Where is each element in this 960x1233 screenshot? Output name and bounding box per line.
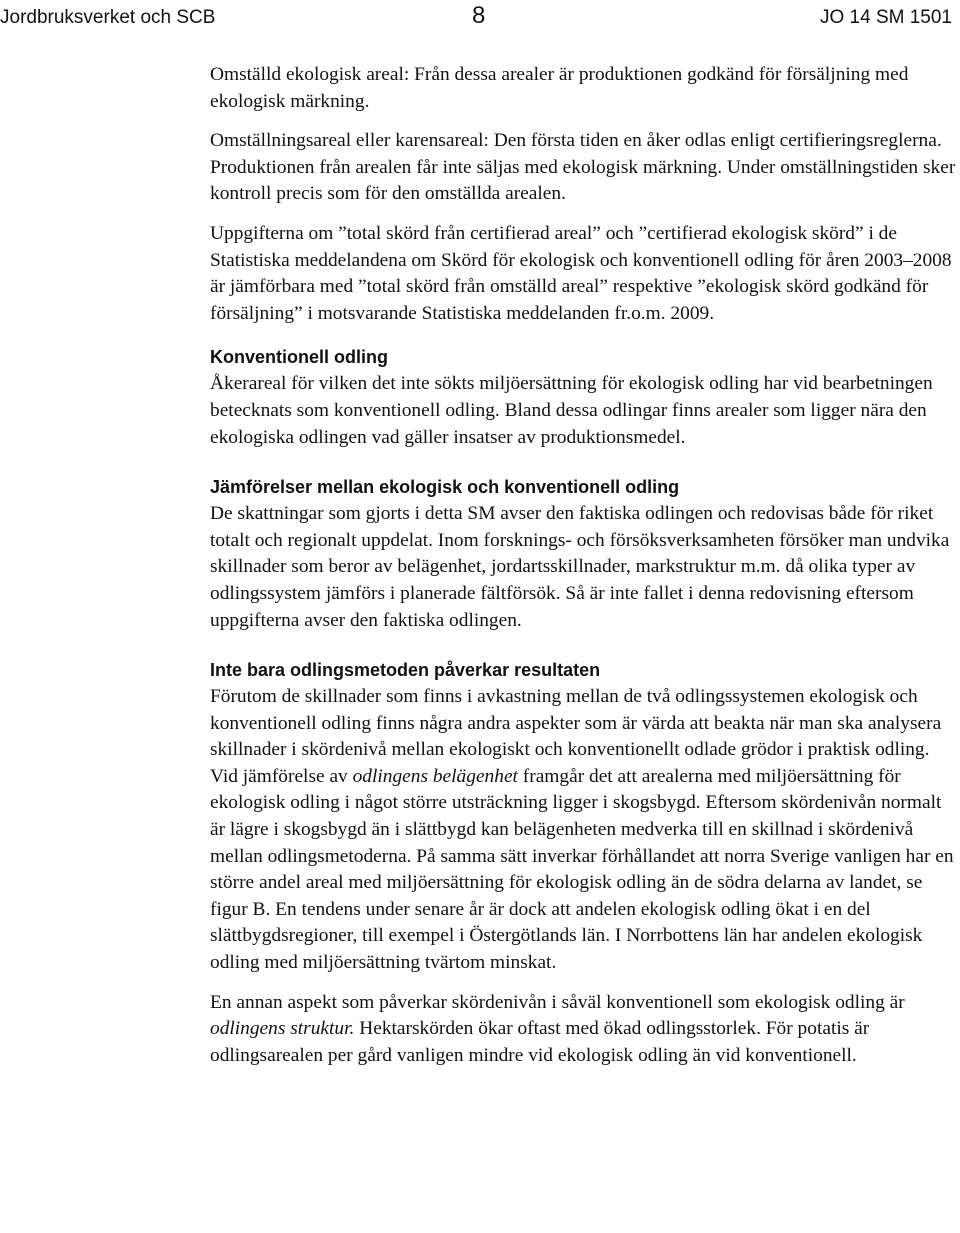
section-paragraph: Åkerareal för vilken det inte sökts miljöersättning för ekologisk odling har vid bearbetningen betecknats som konventionell odling. Bland dessa odlingar finns arealer som ligger nära den ekologiska odlingen vad gäller insatser av produktionsmedel. (210, 373, 933, 448)
definition-conversion-area: Omställningsareal eller karensareal: Den första tiden en åker odlas enligt certifieringsreglerna. Produktionen från arealen får inte säljas med ekologisk märkning. Under omställningstiden sker kontroll precis som för den omställda arealen. (210, 130, 956, 205)
document-body (210, 62, 958, 1069)
section-conventional (210, 345, 958, 451)
section-heading: Konventionell odling (210, 347, 388, 368)
section-paragraph (210, 684, 958, 977)
paragraph-text: framgår det att arealerna med miljöersättning för ekologisk odling i något större utsträckning ligger i skogsbygd. Eftersom skördenivån normalt är lägre i skogsbygd än i slättbygd kan belägenheten medverka till en skillnad i skördenivå mellan odlingsmetoderna. På samma sätt inverkar förhållandet att norra Sverige vanligen har en större andel areal med miljöersättning för ekologisk odling än de södra delarna av landet, se figur B. En tendens under senare år är dock att andelen ekologisk odling ökat i en del slättbygdsregioner, till exempel i Östergötlands län. I Norrbottens län har andelen ekologisk odling med miljöersättning tvärtom minskat. (210, 765, 954, 974)
section-comparison (210, 475, 958, 634)
emphasis-text: odlingens belägenhet (352, 765, 518, 787)
section-paragraph (210, 990, 958, 1070)
paragraph-text: En annan aspekt som påverkar skördenivån i såväl konventionell som ekologisk odling är (210, 991, 905, 1013)
section-heading: Inte bara odlingsmetoden påverkar resultaten (210, 660, 601, 681)
page-number: 8 (472, 2, 486, 29)
paragraph-text: Förutom de skillnader som finns i avkastning mellan de två odlingssystemen ekologisk och konventionell odling finns några andra aspekter som är värda att beakta när man ska analysera skillnader i skördenivå mellan ekologiskt och konventionellt odlade grödor i praktisk odling. Vid jämförelse av (210, 686, 942, 787)
section-paragraph: De skattningar som gjorts i detta SM avser den faktiska odlingen och redovisas både för riket totalt och regionalt uppdelat. Inom forsknings- och försöksverksamheten försöker man undvika skillnader som beror av belägenhet, jordartsskillnader, markstruktur m.m. då olika typer av odlingssystem jämförs i planerade fältförsök. Så är inte fallet i denna redovisning eftersom uppgifterna avser den faktiska odlingen. (210, 503, 950, 631)
emphasis-text: odlingens struktur. (210, 1018, 355, 1040)
definition-converted-area: Omställd ekologisk areal: Från dessa arealer är produktionen godkänd för försäljning med ekologisk märkning. (210, 64, 909, 112)
page-header (0, 2, 960, 32)
section-not-only-method (210, 658, 958, 1069)
header-publisher: Jordbruksverket och SCB (0, 7, 216, 28)
section-heading: Jämförelser mellan ekologisk och konventionell odling (210, 477, 680, 498)
header-series-code: JO 14 SM 1501 (819, 7, 952, 28)
comparability-note: Uppgifterna om ”total skörd från certifierad areal” och ”certifierad ekologisk skörd” i de Statistiska meddelandena om Skörd för ekologisk och konventionell odling för åren 2003–2008 är jämförbara med ”total skörd från omställd areal” respektive ”ekologisk skörd godkänd för försäljning” i motsvarande Statistiska meddelanden fr.o.m. 2009. (210, 222, 952, 324)
paragraph-text: Hektarskörden ökar oftast med ökad odlingsstorlek. För potatis är odlingsarealen per gård vanligen mindre vid ekologisk odling än vid konventionell. (210, 1018, 870, 1066)
